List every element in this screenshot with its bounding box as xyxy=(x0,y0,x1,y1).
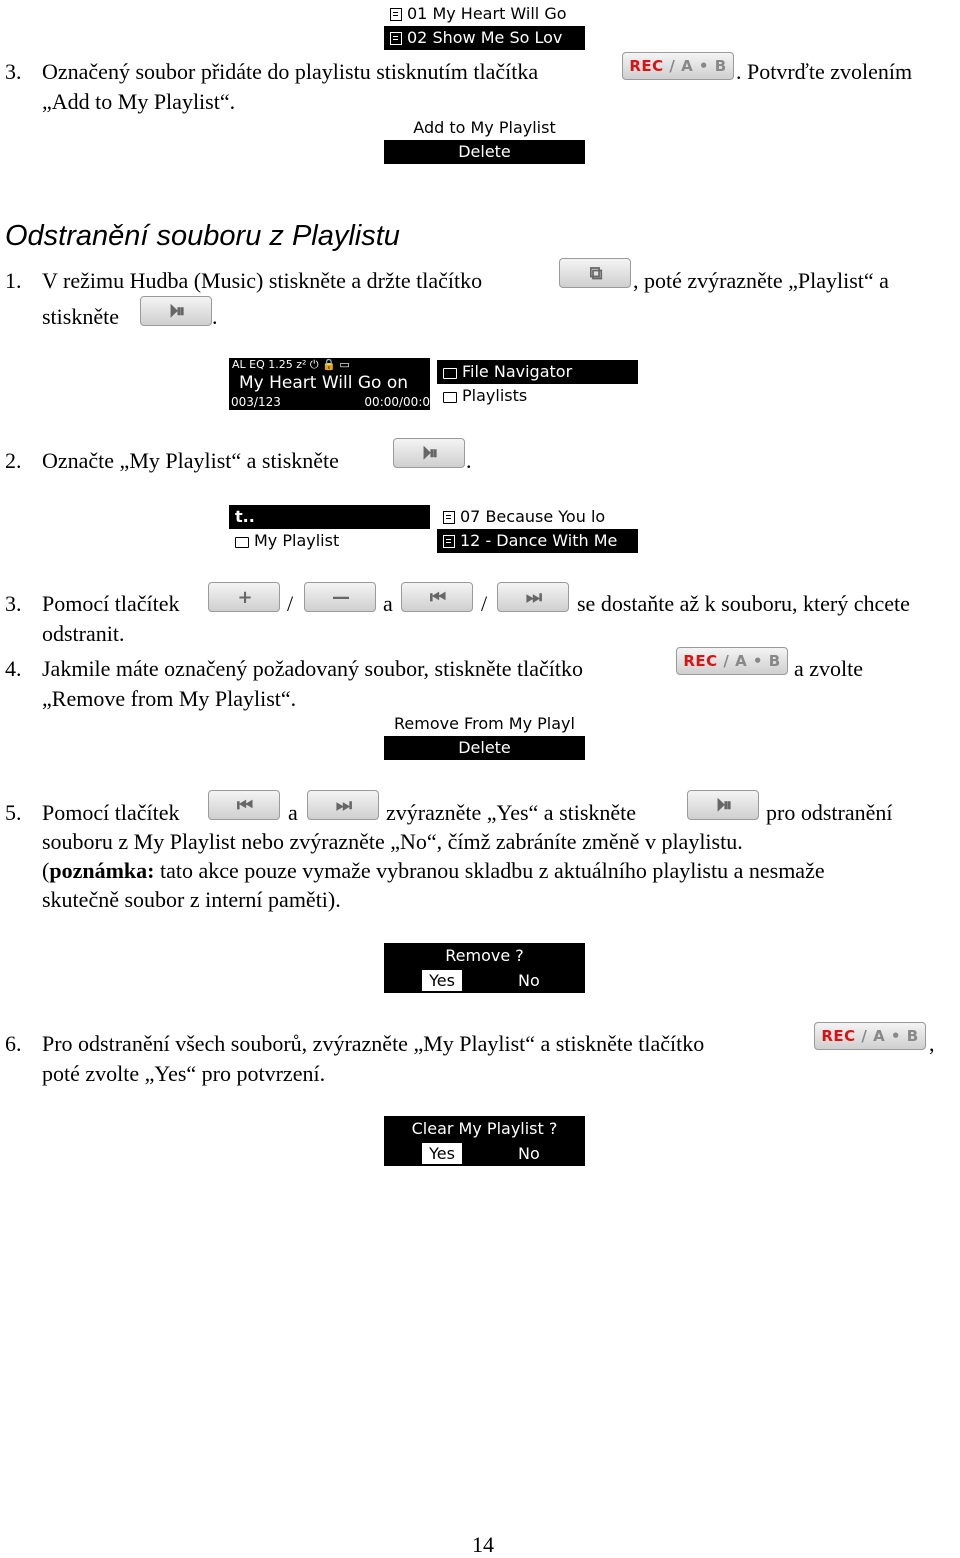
step-text: souboru z My Playlist nebo zvýrazněte „No“, čímž zabráníte změně v playlistu. xyxy=(42,829,743,854)
step-text: a zvolte xyxy=(794,656,864,681)
rec-ab-button: REC / A • B xyxy=(622,52,734,80)
step-text: se dostaňte až k souboru, který chcete xyxy=(577,591,910,616)
back-item: t.. xyxy=(229,505,430,529)
mode-button xyxy=(559,258,631,288)
menu-item: Add to My Playlist xyxy=(384,116,585,140)
plus-button xyxy=(208,582,280,612)
add-menu-screen xyxy=(384,116,585,164)
step-text: a xyxy=(288,800,298,825)
track-counter: 003/123 xyxy=(231,395,281,409)
plus-icon: + xyxy=(237,586,251,608)
playlist-item: My Playlist xyxy=(229,529,430,553)
clear-dialog-screen xyxy=(384,1116,585,1166)
yes-option-selected: Yes xyxy=(422,970,462,991)
step-text: Pro odstranění všech souborů, zvýrazněte „My Playlist“ a stiskněte tlačítko xyxy=(42,1031,705,1056)
step-number: 3. xyxy=(5,59,22,84)
step-number: 5. xyxy=(5,800,22,825)
step-text: „Remove from My Playlist“. xyxy=(42,686,297,711)
step-text: „Add to My Playlist“. xyxy=(42,89,236,114)
separator: / xyxy=(287,591,294,616)
play-pause-icon: ⏵⏸ xyxy=(422,442,436,464)
next-button xyxy=(497,582,569,612)
step-number: 3. xyxy=(5,591,22,616)
file-icon xyxy=(390,32,402,45)
page-number: 14 xyxy=(472,1532,494,1557)
dialog-question: Remove ? xyxy=(445,946,524,965)
step-number: 1. xyxy=(5,268,22,293)
yes-option-selected: Yes xyxy=(422,1143,462,1164)
folder-icon xyxy=(235,537,249,548)
file-icon xyxy=(443,511,455,524)
playlist-right-screen xyxy=(437,505,638,553)
play-pause-icon: ⏵⏸ xyxy=(716,794,730,816)
step-text: Jakmile máte označený požadovaný soubor, stiskněte tlačítko xyxy=(42,656,584,681)
menu-item: Playlists xyxy=(437,384,638,408)
file-row-selected: 02 Show Me So Lov xyxy=(384,26,585,50)
step-text: , poté zvýrazněte „Playlist“ a xyxy=(633,268,889,293)
rec-ab-button: REC / A • B xyxy=(676,647,788,675)
separator: / xyxy=(481,591,488,616)
status-bar: AL EQ 1.25 z² ⏻ 🔒 ▭ xyxy=(232,358,350,371)
step-text: Pomocí tlačítek xyxy=(42,800,180,825)
rec-ab-button: REC / A • B xyxy=(814,1022,926,1050)
step-text: odstranit. xyxy=(42,621,125,646)
step-text: zvýrazněte „Yes“ a stiskněte xyxy=(386,800,637,825)
step-text: poté zvolte „Yes“ pro potvrzení. xyxy=(42,1061,326,1086)
now-playing-screen xyxy=(229,358,430,410)
menu-item: Remove From My Playl xyxy=(384,712,585,736)
track-row-selected: 12 - Dance With Me xyxy=(437,529,638,553)
track-time: 00:00/00:0 xyxy=(364,395,430,409)
step-text: Označený soubor přidáte do playlistu stisknutím tlačítka xyxy=(42,59,539,84)
step-text: . xyxy=(466,448,472,473)
step-text: V režimu Hudba (Music) stiskněte a držte tlačítko xyxy=(42,268,483,293)
mode-icon: ⧉ xyxy=(589,262,601,284)
file-row: 01 My Heart Will Go xyxy=(384,2,585,26)
step-text: , xyxy=(929,1031,935,1056)
file-icon xyxy=(390,8,402,21)
previous-button xyxy=(208,790,280,820)
remove-dialog-screen xyxy=(384,943,585,993)
dialog-question: Clear My Playlist ? xyxy=(411,1119,558,1138)
folder-icon xyxy=(443,392,457,403)
step-text: a xyxy=(383,591,393,616)
file-icon xyxy=(443,535,455,548)
no-option: No xyxy=(518,1144,540,1163)
next-icon: ⏭ xyxy=(335,794,351,816)
previous-icon: ⏮ xyxy=(429,586,445,608)
section-title: Odstranění souboru z Playlistu xyxy=(5,220,400,252)
note-line: (poznámka: tato akce pouze vymaže vybranou skladbu z aktuálního playlistu a nesmaže xyxy=(42,858,825,883)
step-text: . Potvrďte zvolením xyxy=(736,59,913,84)
step-text: pro odstranění xyxy=(766,800,893,825)
step-text: Pomocí tlačítek xyxy=(42,591,180,616)
step-text: Označte „My Playlist“ a stiskněte xyxy=(42,448,339,473)
play-pause-button xyxy=(687,790,759,820)
track-title: My Heart Will Go on xyxy=(239,373,409,393)
step-number: 2. xyxy=(5,448,22,473)
menu-item-selected: Delete xyxy=(384,140,585,164)
menu-item-selected: File Navigator xyxy=(437,360,638,384)
navigator-menu-screen xyxy=(437,360,638,408)
step-number: 6. xyxy=(5,1031,22,1056)
previous-button xyxy=(401,582,473,612)
step-text: . xyxy=(212,304,218,329)
note-label: poznámka: xyxy=(49,858,155,883)
remove-menu-screen xyxy=(384,712,585,760)
play-pause-button xyxy=(393,438,465,468)
folder-icon xyxy=(443,368,457,379)
playlist-left-screen xyxy=(229,505,430,553)
minus-icon: — xyxy=(332,586,348,608)
menu-item-selected: Delete xyxy=(384,736,585,760)
minus-button xyxy=(304,582,376,612)
next-button xyxy=(307,790,379,820)
no-option: No xyxy=(518,971,540,990)
track-row: 07 Because You lo xyxy=(437,505,638,529)
previous-icon: ⏮ xyxy=(236,794,252,816)
top-file-list-screen xyxy=(384,2,585,50)
step-number: 4. xyxy=(5,656,22,681)
play-pause-icon: ⏵⏸ xyxy=(169,300,183,322)
play-pause-button xyxy=(140,296,212,326)
step-text: skutečně soubor z interní paměti). xyxy=(42,887,341,912)
step-text: stiskněte xyxy=(42,304,119,329)
next-icon: ⏭ xyxy=(525,586,541,608)
